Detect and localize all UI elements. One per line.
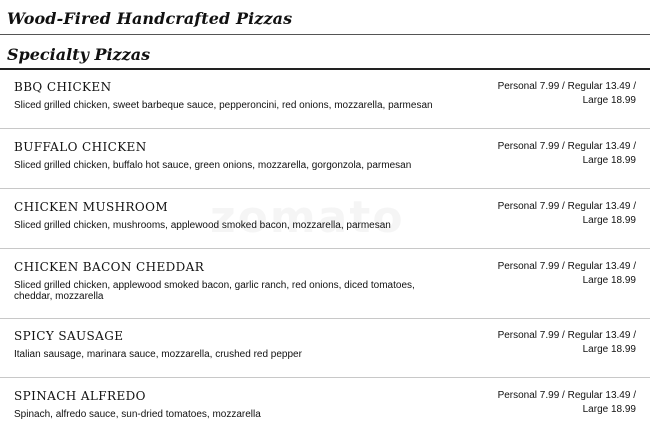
item-divider xyxy=(0,377,650,378)
item-divider xyxy=(0,318,650,319)
menu-item-description: Italian sausage, marinara sauce, mozzarella, crushed red pepper xyxy=(14,349,302,360)
menu-item-name: CHICKEN MUSHROOM xyxy=(14,200,169,214)
menu-item-description: Sliced grilled chicken, buffalo hot sauce, green onions, mozzarella, gorgonzola, parmesan xyxy=(14,160,412,171)
page-title: Wood-Fired Handcrafted Pizzas xyxy=(7,9,293,28)
menu-item-description: Spinach, alfredo sauce, sun-dried tomatoes, mozzarella xyxy=(14,409,261,420)
menu-item-price: Personal 7.99 / Regular 13.49 / Large 18.99 xyxy=(497,390,636,415)
menu-item-name: CHICKEN BACON CHEDDAR xyxy=(14,260,205,274)
item-divider xyxy=(0,248,650,249)
section-title: Specialty Pizzas xyxy=(7,45,151,64)
menu-item-name: SPICY SAUSAGE xyxy=(14,329,124,343)
section-divider xyxy=(0,68,650,70)
menu-item-price: Personal 7.99 / Regular 13.49 / Large 18.99 xyxy=(497,81,636,106)
item-divider xyxy=(0,128,650,129)
watermark-logo xyxy=(210,192,405,243)
menu-item-name: BBQ CHICKEN xyxy=(14,80,112,94)
menu-item-description: Sliced grilled chicken, applewood smoked bacon, garlic ranch, red onions, diced tomatoes, cheddar, mozzarella xyxy=(14,280,415,302)
menu-item-description: Sliced grilled chicken, mushrooms, applewood smoked bacon, mozzarella, parmesan xyxy=(14,220,391,231)
menu-item-price: Personal 7.99 / Regular 13.49 / Large 18.99 xyxy=(497,141,636,166)
menu-item-price: Personal 7.99 / Regular 13.49 / Large 18.99 xyxy=(497,330,636,355)
menu-item-price: Personal 7.99 / Regular 13.49 / Large 18.99 xyxy=(497,261,636,286)
item-divider xyxy=(0,188,650,189)
menu-item-description: Sliced grilled chicken, sweet barbeque sauce, pepperoncini, red onions, mozzarella, parmesan xyxy=(14,100,433,111)
menu-item-price: Personal 7.99 / Regular 13.49 / Large 18.99 xyxy=(497,201,636,226)
title-divider xyxy=(0,34,650,35)
menu-item-name: SPINACH ALFREDO xyxy=(14,389,146,403)
menu-item-name: BUFFALO CHICKEN xyxy=(14,140,147,154)
